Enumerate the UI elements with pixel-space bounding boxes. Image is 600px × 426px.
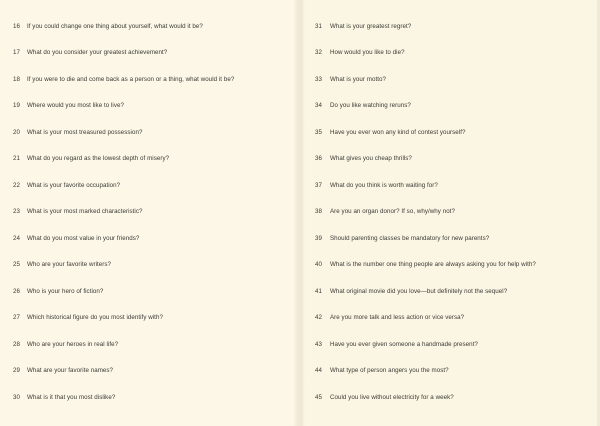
question-text: What is your greatest regret? xyxy=(330,22,412,30)
question-number: 39 xyxy=(315,234,322,242)
question-number: 24 xyxy=(13,234,20,242)
question-text: Who are your favorite writers? xyxy=(27,261,112,269)
question-number: 36 xyxy=(315,155,322,163)
question-item xyxy=(315,384,593,411)
right-page xyxy=(300,0,597,426)
question-number: 17 xyxy=(13,49,20,57)
question-item xyxy=(315,252,593,279)
question-item xyxy=(13,278,293,305)
question-text: Which historical figure do you most identify with? xyxy=(27,314,163,322)
question-item xyxy=(13,225,293,252)
question-item xyxy=(315,146,593,173)
question-number: 16 xyxy=(13,22,20,30)
question-number: 21 xyxy=(13,155,20,163)
question-number: 19 xyxy=(13,102,20,110)
question-number: 22 xyxy=(13,181,20,189)
question-item xyxy=(315,278,593,305)
question-item xyxy=(315,305,593,332)
question-text: What do you most value in your friends? xyxy=(27,234,140,242)
question-item xyxy=(13,199,293,226)
question-item xyxy=(315,199,593,226)
question-item xyxy=(13,119,293,146)
question-item xyxy=(13,384,293,411)
question-number: 40 xyxy=(315,261,322,269)
question-text: What are your favorite names? xyxy=(27,367,114,375)
question-number: 38 xyxy=(315,208,322,216)
question-number: 25 xyxy=(13,261,20,269)
question-text: Where would you most like to live? xyxy=(27,102,124,110)
question-number: 37 xyxy=(315,181,322,189)
question-item xyxy=(315,331,593,358)
question-number: 44 xyxy=(315,367,322,375)
question-number: 29 xyxy=(13,367,20,375)
question-text: Are you more talk and less action or vice versa? xyxy=(330,314,465,322)
question-number: 45 xyxy=(315,393,322,401)
question-text: Have you ever given someone a handmade present? xyxy=(330,340,478,348)
question-text: What original movie did you love—but definitely not the sequel? xyxy=(330,287,508,295)
question-item xyxy=(315,225,593,252)
question-item xyxy=(13,66,293,93)
question-text: What is your motto? xyxy=(330,75,386,83)
question-text: What do you consider your greatest achievement? xyxy=(27,49,168,57)
question-number: 20 xyxy=(13,128,20,136)
question-text: What gives you cheap thrills? xyxy=(330,155,412,163)
question-item xyxy=(315,358,593,385)
question-item xyxy=(315,172,593,199)
question-item xyxy=(13,40,293,67)
question-text: Who is your hero of fiction? xyxy=(27,287,104,295)
question-text: What type of person angers you the most? xyxy=(330,367,449,375)
question-item xyxy=(13,93,293,120)
question-text: How would you like to die? xyxy=(330,49,405,57)
question-text: Should parenting classes be mandatory for new parents? xyxy=(330,234,490,242)
question-item xyxy=(13,358,293,385)
question-text: What do you regard as the lowest depth of misery? xyxy=(27,155,170,163)
question-text: What do you think is worth waiting for? xyxy=(330,181,438,189)
page-gutter xyxy=(293,0,305,426)
question-text: If you could change one thing about yourself, what would it be? xyxy=(27,22,203,30)
question-text: If you were to die and come back as a person or a thing, what would it be? xyxy=(27,75,235,83)
question-text: Are you an organ donor? If so, why/why not? xyxy=(330,208,455,216)
question-number: 31 xyxy=(315,22,322,30)
question-number: 23 xyxy=(13,208,20,216)
question-item xyxy=(13,13,293,40)
question-item xyxy=(13,172,293,199)
question-number: 42 xyxy=(315,314,322,322)
question-number: 34 xyxy=(315,102,322,110)
question-item xyxy=(315,93,593,120)
question-text: What is it that you most dislike? xyxy=(27,393,116,401)
question-item xyxy=(315,40,593,67)
question-number: 30 xyxy=(13,393,20,401)
question-item xyxy=(315,66,593,93)
question-text: Could you live without electricity for a week? xyxy=(330,393,454,401)
question-text: What is your favorite occupation? xyxy=(27,181,121,189)
question-item xyxy=(13,305,293,332)
question-number: 28 xyxy=(13,340,20,348)
question-number: 35 xyxy=(315,128,322,136)
question-list-right xyxy=(315,13,593,411)
question-list-left xyxy=(13,13,293,411)
question-number: 27 xyxy=(13,314,20,322)
question-number: 41 xyxy=(315,287,322,295)
question-number: 33 xyxy=(315,75,322,83)
question-item xyxy=(315,119,593,146)
question-text: Do you like watching reruns? xyxy=(330,102,411,110)
question-item xyxy=(315,13,593,40)
question-item xyxy=(13,146,293,173)
left-page xyxy=(0,0,299,426)
question-text: What is your most treasured possession? xyxy=(27,128,143,136)
question-text: Who are your heroes in real life? xyxy=(27,340,119,348)
question-number: 32 xyxy=(315,49,322,57)
question-number: 26 xyxy=(13,287,20,295)
question-item xyxy=(13,331,293,358)
question-number: 18 xyxy=(13,75,20,83)
question-number: 43 xyxy=(315,340,322,348)
question-item xyxy=(13,252,293,279)
question-text: What is the number one thing people are always asking you for help with? xyxy=(330,261,536,269)
question-text: What is your most marked characteristic? xyxy=(27,208,143,216)
question-text: Have you ever won any kind of contest yourself? xyxy=(330,128,466,136)
